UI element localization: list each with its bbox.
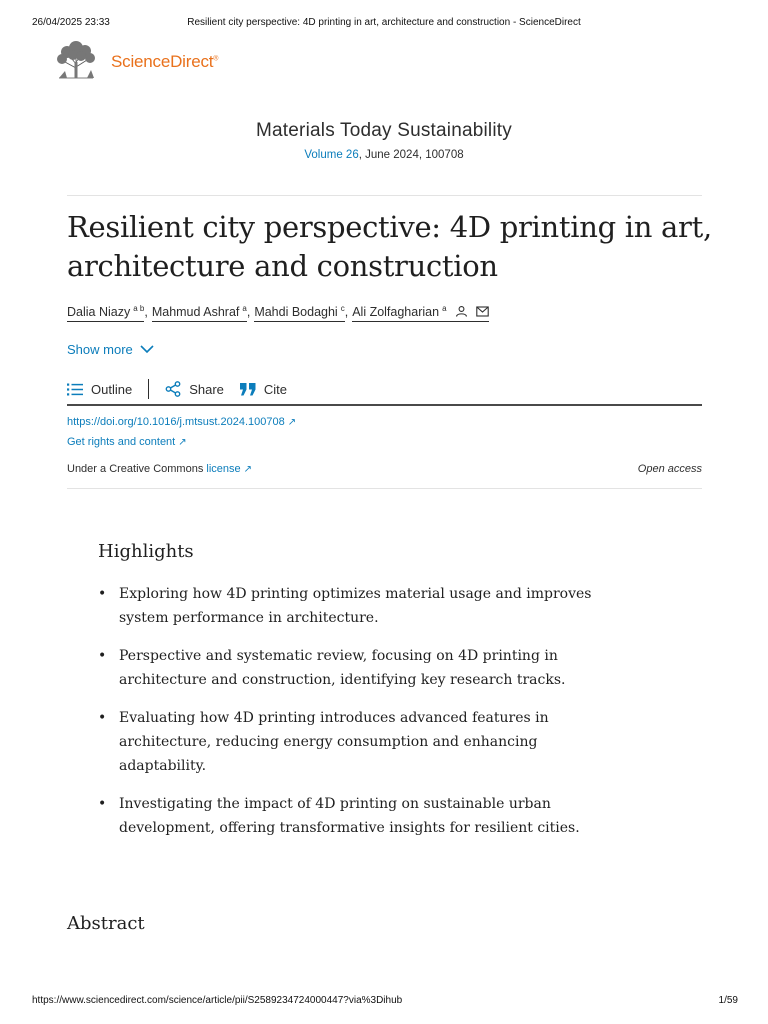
sciencedirect-logo[interactable] xyxy=(53,40,218,80)
abstract-heading: Abstract xyxy=(67,913,145,934)
page-number: 1/59 xyxy=(718,995,738,1006)
highlights-heading: Highlights xyxy=(98,541,194,562)
quote-icon xyxy=(240,383,256,396)
license-link[interactable]: license ↗ xyxy=(206,463,253,475)
divider xyxy=(67,195,702,196)
list-item: • Exploring how 4D printing optimizes material usage and improves system performance in architecture. xyxy=(98,586,592,626)
list-item: • Evaluating how 4D printing introduces advanced features in architecture, reducing energy consumption and enhancing adaptability. xyxy=(98,710,549,774)
toolbar-divider xyxy=(148,379,149,399)
external-link-icon: ↗ xyxy=(287,417,297,428)
volume-link[interactable]: Volume 26 xyxy=(304,149,359,161)
list-icon xyxy=(67,383,83,396)
article-toolbar xyxy=(67,374,702,406)
print-footer xyxy=(32,995,738,1006)
share-icon xyxy=(165,381,181,397)
chevron-down-icon xyxy=(140,345,154,354)
article-title: Resilient city perspective: 4D printing in art, architecture and construction xyxy=(67,210,712,283)
external-link-icon: ↗ xyxy=(243,464,253,475)
journal-title[interactable]: Materials Today Sustainability xyxy=(256,120,512,141)
divider xyxy=(67,488,702,489)
print-page-title: Resilient city perspective: 4D printing in art, architecture and construction - ScienceDirect xyxy=(187,17,581,28)
author-link[interactable]: Dalia Niazy $^{a b}$ xyxy=(67,304,144,322)
volume-line xyxy=(0,149,768,161)
elsevier-tree-icon xyxy=(53,40,99,80)
print-datetime: 26/04/2025 23:33 xyxy=(32,17,110,28)
list-item: • Perspective and systematic review, focusing on 4D printing in architecture and construction, identifying key research tracks. xyxy=(98,648,566,688)
doi-link[interactable]: https://doi.org/10.1016/j.mtsust.2024.100708 ↗ xyxy=(67,416,297,428)
author-link[interactable]: Mahdi Bodaghi $^c$ xyxy=(254,304,344,322)
cite-button[interactable]: Cite xyxy=(240,382,287,397)
highlights-list xyxy=(98,582,598,854)
outline-button[interactable]: Outline xyxy=(67,382,132,397)
brand-name: ScienceDirect® xyxy=(111,52,219,71)
print-url: https://www.sciencedirect.com/science/article/pii/S2589234724000447?via%3Dihub xyxy=(32,995,403,1006)
author-link[interactable]: Mahmud Ashraf $^a$ xyxy=(152,304,247,322)
show-more-button[interactable]: Show more xyxy=(67,342,154,357)
issue-details: , June 2024, 100708 xyxy=(358,149,464,161)
list-item: • Investigating the impact of 4D printing on sustainable urban development, offering transformative insights for resilient cities. xyxy=(98,796,580,836)
external-link-icon: ↗ xyxy=(178,437,187,448)
print-header xyxy=(32,17,736,28)
mail-icon xyxy=(476,306,489,317)
open-access-label: Open access xyxy=(637,463,702,475)
share-button[interactable]: Share xyxy=(165,381,224,397)
rights-link[interactable]: Get rights and content ↗ xyxy=(67,436,187,448)
author-list: Dalia Niazy $^{a b}$ , Mahmud Ashraf $^a$ , Mahdi Bodaghi $^c$ , Ali Zolfagharian $^a$ xyxy=(67,304,489,322)
corresponding-author-link[interactable]: Ali Zolfagharian $^a$ xyxy=(352,304,489,322)
person-icon xyxy=(455,306,468,317)
license-line: Under a Creative Commons license ↗ xyxy=(67,463,253,475)
